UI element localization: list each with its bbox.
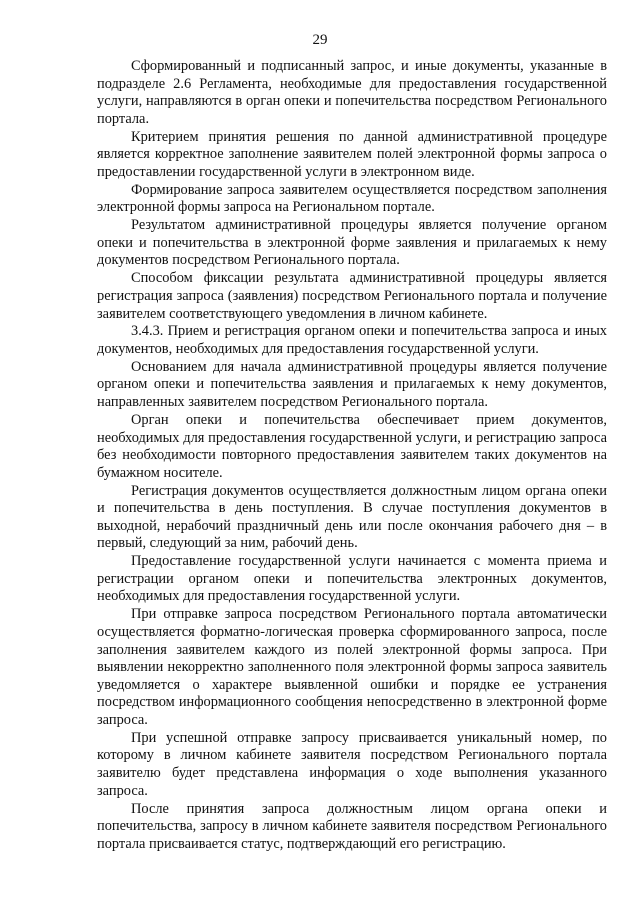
paragraph-request-forming: Формирование запроса заявителем осуществляется посредством заполнения электронной формы запроса на Региональном портале. bbox=[97, 181, 607, 216]
paragraph-document-acceptance: Орган опеки и попечительства обеспечивает прием документов, необходимых для предоставления государственной услуги, и регистрацию запроса без необходимости повторного предоставления заявителем таких документов на бумажном носителе. bbox=[97, 411, 607, 481]
paragraph-request-submission: Сформированный и подписанный запрос, и иные документы, указанные в подразделе 2.6 Регламента, необходимые для предоставления государственной услуги, направляются в орган опеки и попечительства посредством Регионального портала. bbox=[97, 58, 607, 127]
paragraph-format-check: При отправке запроса посредством Регионального портала автоматически осуществляется форматно-логическая проверка сформированного запроса, после заполнения заявителем каждого из полей электронной формы запроса. При выявлении некорректно заполненного поля электронной формы запроса заявитель уведомляется о характере выявленной ошибки и порядке ее устранения посредством информационного сообщения непосредственно в электронной форме запроса. bbox=[97, 606, 607, 728]
document-body bbox=[97, 58, 607, 854]
paragraph-decision-criterion: Критерием принятия решения по данной административной процедуре является корректное заполнение заявителем полей электронной формы запроса о предоставлении государственной услуги в электронном виде. bbox=[97, 128, 607, 180]
paragraph-unique-number: При успешной отправке запросу присваивается уникальный номер, по которому в личном кабинете заявителя посредством Регионального портала заявителю будет представлена информация о ходе выполнения указанного запроса. bbox=[97, 729, 607, 799]
paragraph-status-assignment: После принятия запроса должностным лицом органа опеки и попечительства, запросу в личном кабинете заявителя посредством Регионального портала присваивается статус, подтверждающий его регистрацию. bbox=[97, 800, 607, 852]
paragraph-service-start: Предоставление государственной услуги начинается с момента приема и регистрации органом опеки и попечительства электронных документов, необходимых для предоставления государственной услуги. bbox=[97, 553, 607, 605]
paragraph-procedure-basis: Основанием для начала административной процедуры является получение органом опеки и попечительства заявления и прилагаемых к нему документов, направленных заявителем посредством Регионального портала. bbox=[97, 358, 607, 411]
page-number: 29 bbox=[312, 32, 328, 48]
paragraph-document-registration: Регистрация документов осуществляется должностным лицом органа опеки и попечительства в день поступления. В случае поступления документов в выходной, нерабочий праздничный день или после окончания рабочего дня – в первый, следующий за ним, рабочий день. bbox=[97, 482, 607, 552]
paragraph-procedure-result: Результатом административной процедуры является получение органом опеки и попечительства в электронной форме заявления и прилагаемых к нему документов посредством Регионального портала. bbox=[97, 217, 607, 269]
section-heading-3-4-3: 3.4.3. Прием и регистрация органом опеки и попечительства запроса и иных документов, необходимых для предоставления государственной услуги. bbox=[97, 323, 607, 357]
paragraph-result-fixation: Способом фиксации результата административной процедуры является регистрация запроса (заявления) посредством Регионального портала и получение заявителем соответствующего уведомления в личном кабинете. bbox=[97, 270, 607, 322]
